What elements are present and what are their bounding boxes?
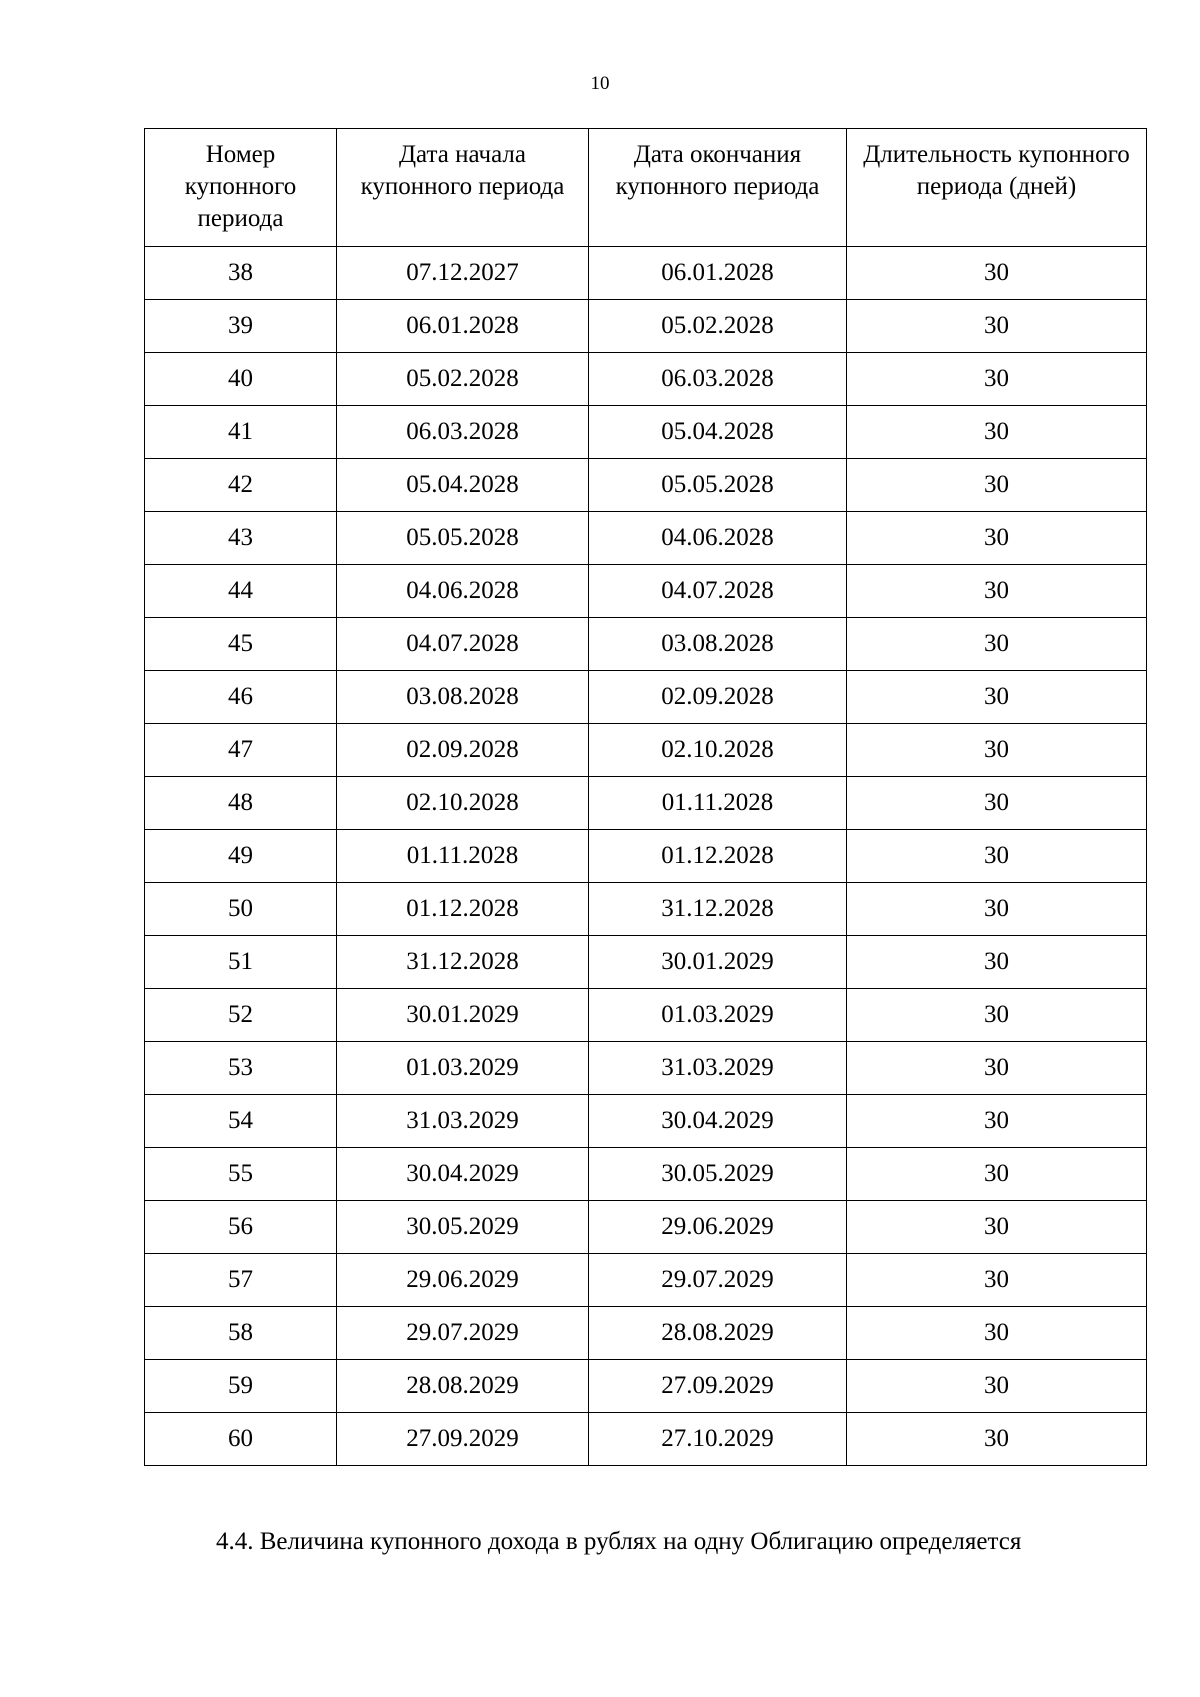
- cell-end-date: 29.07.2029: [589, 1254, 847, 1307]
- cell-end-date: 01.12.2028: [589, 830, 847, 883]
- cell-period-number: 57: [145, 1254, 337, 1307]
- header-row: [145, 129, 1147, 247]
- table-row: [145, 777, 1147, 830]
- cell-start-date: 03.08.2028: [337, 671, 589, 724]
- table-row: [145, 459, 1147, 512]
- cell-end-date: 30.01.2029: [589, 936, 847, 989]
- table-row: [145, 883, 1147, 936]
- cell-duration: 30: [847, 406, 1147, 459]
- cell-period-number: 56: [145, 1201, 337, 1254]
- table-row: [145, 406, 1147, 459]
- cell-duration: 30: [847, 353, 1147, 406]
- cell-duration: 30: [847, 512, 1147, 565]
- table-row: [145, 671, 1147, 724]
- cell-end-date: 27.09.2029: [589, 1360, 847, 1413]
- cell-period-number: 38: [145, 247, 337, 300]
- cell-period-number: 54: [145, 1095, 337, 1148]
- table-row: [145, 1042, 1147, 1095]
- cell-duration: 30: [847, 1413, 1147, 1466]
- cell-period-number: 53: [145, 1042, 337, 1095]
- cell-start-date: 30.01.2029: [337, 989, 589, 1042]
- cell-duration: 30: [847, 565, 1147, 618]
- cell-duration: 30: [847, 883, 1147, 936]
- cell-period-number: 47: [145, 724, 337, 777]
- cell-start-date: 05.04.2028: [337, 459, 589, 512]
- page-number: 10: [590, 73, 610, 94]
- cell-start-date: 06.01.2028: [337, 300, 589, 353]
- section-paragraph: 4.4. Величина купонного дохода в рублях на одну Облигацию определяется: [216, 1528, 1022, 1555]
- cell-period-number: 52: [145, 989, 337, 1042]
- cell-duration: 30: [847, 724, 1147, 777]
- table-row: [145, 1254, 1147, 1307]
- cell-duration: 30: [847, 1360, 1147, 1413]
- cell-start-date: 05.05.2028: [337, 512, 589, 565]
- cell-start-date: 01.11.2028: [337, 830, 589, 883]
- cell-end-date: 29.06.2029: [589, 1201, 847, 1254]
- cell-duration: 30: [847, 936, 1147, 989]
- cell-end-date: 05.04.2028: [589, 406, 847, 459]
- cell-period-number: 45: [145, 618, 337, 671]
- cell-end-date: 04.07.2028: [589, 565, 847, 618]
- cell-duration: 30: [847, 459, 1147, 512]
- table-row: [145, 1307, 1147, 1360]
- table-row: [145, 1413, 1147, 1466]
- header-end-date: Дата окончания купонного периода: [589, 129, 847, 247]
- cell-end-date: 30.04.2029: [589, 1095, 847, 1148]
- cell-period-number: 49: [145, 830, 337, 883]
- cell-start-date: 07.12.2027: [337, 247, 589, 300]
- cell-end-date: 01.11.2028: [589, 777, 847, 830]
- table-body: [145, 247, 1147, 1466]
- table-row: [145, 830, 1147, 883]
- cell-end-date: 06.01.2028: [589, 247, 847, 300]
- cell-end-date: 06.03.2028: [589, 353, 847, 406]
- cell-start-date: 01.12.2028: [337, 883, 589, 936]
- cell-start-date: 29.06.2029: [337, 1254, 589, 1307]
- cell-end-date: 05.05.2028: [589, 459, 847, 512]
- cell-duration: 30: [847, 247, 1147, 300]
- table-header: [145, 129, 1147, 247]
- cell-period-number: 58: [145, 1307, 337, 1360]
- table-row: [145, 1360, 1147, 1413]
- cell-period-number: 48: [145, 777, 337, 830]
- cell-duration: 30: [847, 671, 1147, 724]
- cell-end-date: 02.10.2028: [589, 724, 847, 777]
- cell-start-date: 30.05.2029: [337, 1201, 589, 1254]
- table-row: [145, 1201, 1147, 1254]
- cell-end-date: 30.05.2029: [589, 1148, 847, 1201]
- table-row: [145, 936, 1147, 989]
- cell-start-date: 01.03.2029: [337, 1042, 589, 1095]
- cell-period-number: 39: [145, 300, 337, 353]
- table-row: [145, 565, 1147, 618]
- cell-duration: 30: [847, 1254, 1147, 1307]
- cell-period-number: 40: [145, 353, 337, 406]
- cell-duration: 30: [847, 1095, 1147, 1148]
- cell-duration: 30: [847, 1042, 1147, 1095]
- cell-start-date: 04.06.2028: [337, 565, 589, 618]
- cell-start-date: 28.08.2029: [337, 1360, 589, 1413]
- table-row: [145, 300, 1147, 353]
- table-row: [145, 1148, 1147, 1201]
- cell-duration: 30: [847, 300, 1147, 353]
- cell-end-date: 27.10.2029: [589, 1413, 847, 1466]
- header-period-number: Номер купонного периода: [145, 129, 337, 247]
- cell-end-date: 02.09.2028: [589, 671, 847, 724]
- cell-period-number: 44: [145, 565, 337, 618]
- cell-period-number: 42: [145, 459, 337, 512]
- cell-end-date: 31.03.2029: [589, 1042, 847, 1095]
- cell-period-number: 51: [145, 936, 337, 989]
- cell-end-date: 01.03.2029: [589, 989, 847, 1042]
- cell-start-date: 06.03.2028: [337, 406, 589, 459]
- cell-duration: 30: [847, 1307, 1147, 1360]
- cell-duration: 30: [847, 1201, 1147, 1254]
- cell-end-date: 31.12.2028: [589, 883, 847, 936]
- cell-end-date: 04.06.2028: [589, 512, 847, 565]
- cell-period-number: 55: [145, 1148, 337, 1201]
- cell-end-date: 03.08.2028: [589, 618, 847, 671]
- table-row: [145, 247, 1147, 300]
- header-start-date: Дата начала купонного периода: [337, 129, 589, 247]
- cell-duration: 30: [847, 830, 1147, 883]
- cell-period-number: 59: [145, 1360, 337, 1413]
- cell-start-date: 30.04.2029: [337, 1148, 589, 1201]
- table-row: [145, 512, 1147, 565]
- cell-start-date: 31.12.2028: [337, 936, 589, 989]
- cell-start-date: 02.10.2028: [337, 777, 589, 830]
- table-row: [145, 618, 1147, 671]
- cell-duration: 30: [847, 1148, 1147, 1201]
- cell-end-date: 28.08.2029: [589, 1307, 847, 1360]
- table-row: [145, 989, 1147, 1042]
- table-row: [145, 1095, 1147, 1148]
- table-row: [145, 724, 1147, 777]
- cell-duration: 30: [847, 989, 1147, 1042]
- cell-start-date: 05.02.2028: [337, 353, 589, 406]
- header-duration: Длительность купонного периода (дней): [847, 129, 1147, 247]
- cell-period-number: 46: [145, 671, 337, 724]
- cell-end-date: 05.02.2028: [589, 300, 847, 353]
- cell-period-number: 43: [145, 512, 337, 565]
- cell-duration: 30: [847, 777, 1147, 830]
- cell-start-date: 04.07.2028: [337, 618, 589, 671]
- cell-duration: 30: [847, 618, 1147, 671]
- table-row: [145, 353, 1147, 406]
- cell-period-number: 50: [145, 883, 337, 936]
- cell-period-number: 60: [145, 1413, 337, 1466]
- cell-start-date: 31.03.2029: [337, 1095, 589, 1148]
- cell-start-date: 27.09.2029: [337, 1413, 589, 1466]
- coupon-schedule-table: [144, 128, 1147, 1466]
- cell-start-date: 29.07.2029: [337, 1307, 589, 1360]
- cell-start-date: 02.09.2028: [337, 724, 589, 777]
- cell-period-number: 41: [145, 406, 337, 459]
